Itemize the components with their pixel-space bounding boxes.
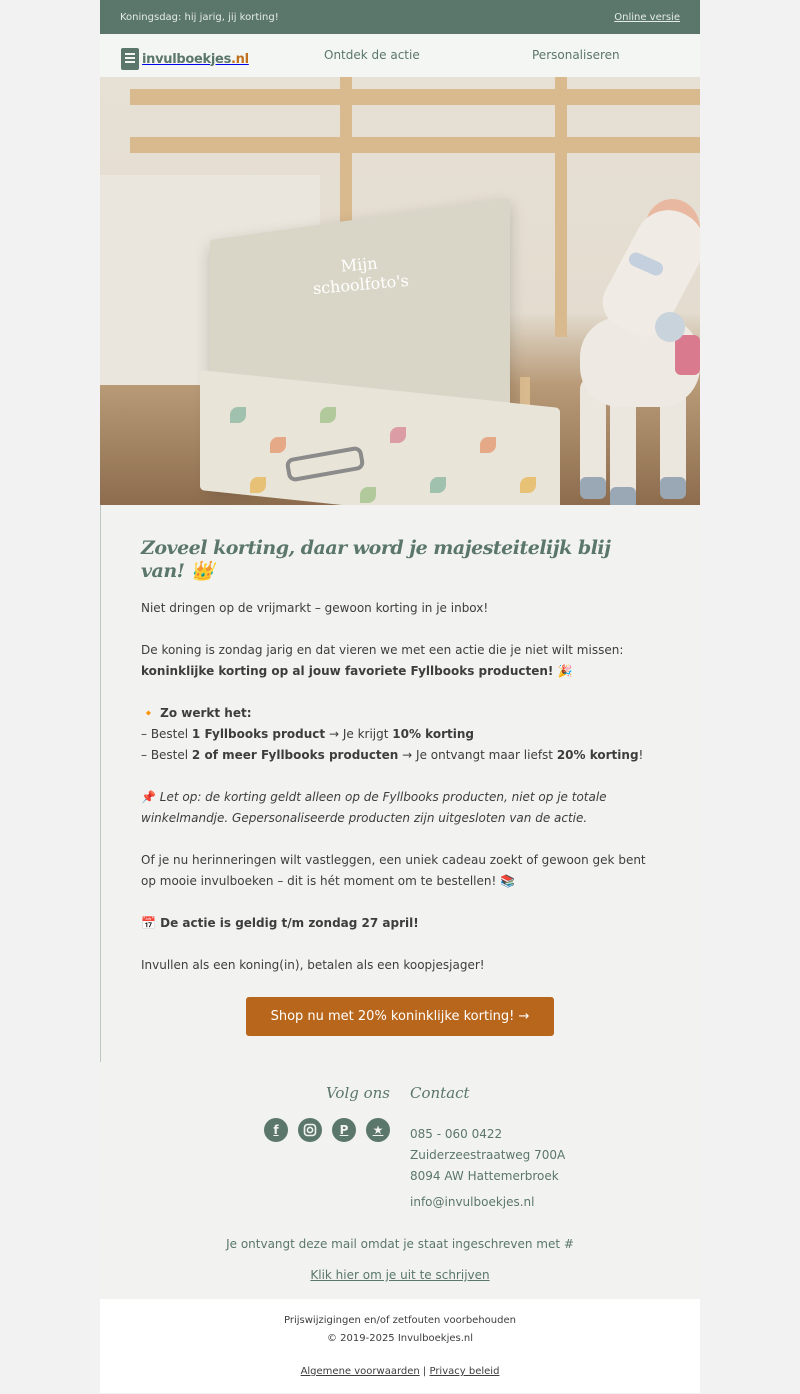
logo-tld: .nl [231, 51, 249, 67]
instagram-icon[interactable] [298, 1118, 322, 1142]
nav-link-personaliseren[interactable]: Personaliseren [532, 48, 620, 62]
contact-title: Contact [410, 1084, 470, 1102]
terms-link[interactable]: Algemene voorwaarden [300, 1366, 420, 1377]
pin-icon: 📌 [141, 790, 156, 804]
moment-text: Of je nu herinneringen wilt vastleggen, een uniek cadeau zoekt of gewoon gek bent op mooie invulboeken – dit is hét moment om te bestellen! 📚 [141, 853, 646, 888]
discount-note: 📌 Let op: de korting geldt alleen op de Fyllbooks producten, niet op je totale winkelmandje. Gepersonaliseerde producten zijn uitgesloten van de actie. [141, 790, 607, 825]
headline: Zoveel korting, daar word je majesteitelijk blij van! 👑 [141, 537, 611, 582]
book-logo-icon [121, 48, 139, 70]
unsubscribe-link[interactable]: Klik hier om je uit te schrijven [310, 1268, 490, 1282]
book-title-line2: schoolfoto's [312, 270, 410, 299]
preheader-text: Koningsdag: hij jarig, jij korting! [120, 11, 279, 23]
closing-text: Invullen als een koning(in), betalen als een koopjesjager! [141, 958, 485, 972]
validity-text: 📅 De actie is geldig t/m zondag 27 april! [141, 916, 419, 930]
nav-link-ontdek[interactable]: Ontdek de actie [324, 48, 420, 62]
address-line-2: 8094 AW Hattemerbroek [410, 1169, 559, 1183]
announcement-highlight: koninklijke korting op al jouw favoriete Fyllbooks producten! 🎉 [141, 664, 573, 678]
legal-footer [100, 1299, 700, 1393]
email-container [100, 0, 700, 1393]
address-line-1: Zuiderzeestraatweg 700A [410, 1148, 566, 1162]
email-link[interactable]: info@invulboekjes.nl [410, 1195, 535, 1209]
link-separator: | [422, 1366, 427, 1377]
pinterest-icon[interactable]: P [332, 1118, 356, 1142]
rule-1: – Bestel 1 Fyllbooks product → Je krijgt 10% korting [141, 727, 474, 741]
brand-logo[interactable] [121, 48, 249, 70]
main-content [100, 505, 700, 1062]
contact-details [410, 1124, 565, 1213]
how-it-works-title: 🔸 Zo werkt het: [141, 706, 252, 720]
social-links [264, 1118, 390, 1142]
rule-2: – Bestel 2 of meer Fyllbooks producten → Je ontvangt maar liefst 20% korting! [141, 748, 644, 762]
logo-name: invulboekjes [142, 51, 232, 67]
preheader-bar [100, 0, 700, 34]
footer [100, 1062, 700, 1299]
intro-text: Niet dringen op de vrijmarkt – gewoon korting in je inbox! [141, 601, 489, 615]
header-nav [100, 34, 700, 77]
phone-number[interactable]: 085 - 060 0422 [410, 1127, 503, 1141]
copyright: © 2019-2025 Invulboekjes.nl [326, 1333, 474, 1344]
announcement-text: De koning is zondag jarig en dat vieren we met een actie die je niet wilt missen: [141, 643, 624, 657]
facebook-icon[interactable]: f [264, 1118, 288, 1142]
subscription-note: Je ontvangt deze mail omdat je staat ingeschreven met # [226, 1237, 574, 1251]
book-title-line1: Mijn [339, 253, 379, 276]
follow-title: Volg ons [325, 1084, 390, 1102]
hero-image[interactable] [100, 77, 700, 505]
shop-now-button[interactable]: Shop nu met 20% koninklijke korting! → [246, 997, 555, 1036]
online-version-link[interactable]: Online versie [614, 11, 680, 23]
privacy-link[interactable]: Privacy beleid [429, 1366, 500, 1377]
review-star-icon[interactable]: ★ [366, 1118, 390, 1142]
price-disclaimer: Prijswijzigingen en/of zetfouten voorbehouden [284, 1315, 516, 1326]
